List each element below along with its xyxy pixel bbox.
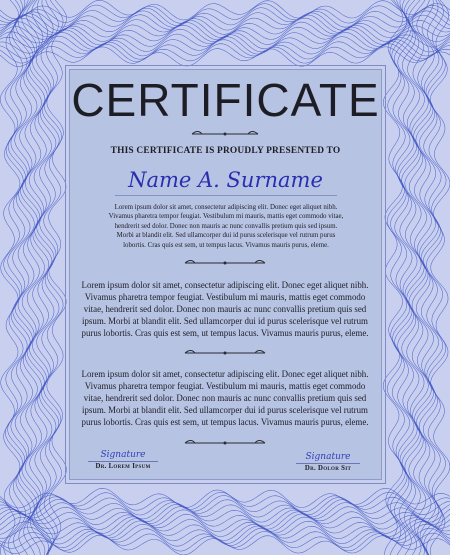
signatory-name: Dr. Lorem Ipsum	[95, 463, 151, 470]
recipient-name: Name A. Surname	[128, 168, 323, 192]
name-underline	[115, 195, 337, 196]
certificate-subtitle: THIS CERTIFICATE IS PROUDLY PRESENTED TO	[110, 146, 341, 156]
signature-line	[296, 463, 360, 464]
signature-line	[88, 461, 158, 462]
signatory-name: Dr. Dolor Sit	[304, 465, 352, 472]
divider-ornament	[183, 257, 267, 269]
certificate-title: CERTIFICATE	[71, 74, 380, 126]
divider-ornament	[183, 437, 267, 449]
signature-script: Signature	[100, 450, 146, 460]
signature-left	[82, 449, 164, 470]
intro-paragraph: Lorem ipsum dolor sit amet, consectetur adipiscing elit. Donec eget aliquet nibh. Vivamus pharetra tempor feugiat. Vestibulum mi mauris, mattis eget commodo vitae, hendrerit sed dolor. Donec non mauris ac nunc convallis pretium quis sed ipsum. Morbi at blandit elit. Sed ullamcorper dui id purus scelerisque vel rutrum purus lobortis. Cras quis est sem, ut tempus lacus. Vivamus mauris purus, eleme.	[108, 204, 344, 249]
body-paragraph: Lorem ipsum dolor sit amet, consectetur adipiscing elit. Donec eget aliquet nibh. Vivamus pharetra tempor feugiat. Vestibulum mi mauris, mattis eget commodo vitae, hendrerit sed dolor. Donec non mauris ac nunc convallis pretium quis sed ipsum. Morbi at blandit elit. Sed ullamcorper dui id purus scelerisque vel rutrum purus lobortis. Cras quis est sem, ut tempus lacus. Vivamus mauris purus, eleme.	[81, 369, 369, 427]
divider-ornament	[190, 128, 260, 140]
signature-right	[288, 451, 368, 472]
signature-script: Signature	[305, 452, 351, 462]
divider-ornament	[183, 347, 267, 359]
body-paragraph: Lorem ipsum dolor sit amet, consectetur adipiscing elit. Donec eget aliquet nibh. Vivamus pharetra tempor feugiat. Vestibulum mi mauris, mattis eget commodo vitae, hendrerit sed dolor. Donec non mauris ac nunc convallis pretium quis sed ipsum. Morbi at blandit elit. Sed ullamcorper dui id purus scelerisque vel rutrum purus lobortis. Cras quis est sem, ut tempus lacus. Vivamus mauris purus, eleme.	[81, 280, 369, 338]
